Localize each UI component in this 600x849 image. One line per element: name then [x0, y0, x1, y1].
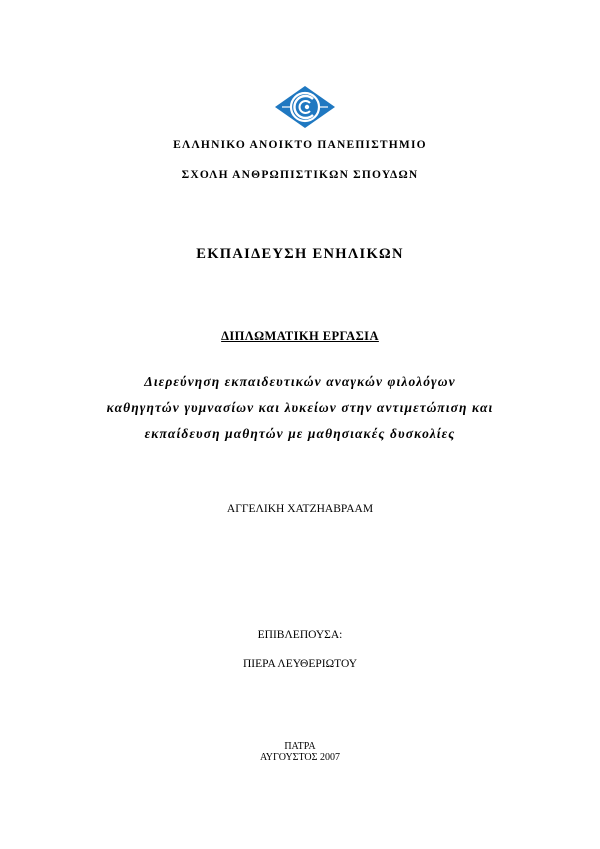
supervisor-name: ΠΙΕΡΑ ΛΕΥΘΕΡΙΩΤΟΥ: [242, 658, 358, 670]
school-name: ΣΧΟΛΗ ΑΝΘΡΩΠΙΣΤΙΚΩΝ ΣΠΟΥΔΩΝ: [181, 169, 419, 181]
publication-place: ΠΑΤΡΑ: [284, 741, 316, 752]
publication-date: ΑΥΓΟΥΣΤΟΣ 2007: [260, 752, 340, 763]
university-name: ΕΛΛΗΝΙΚΟ ΑΝΟΙΚΤΟ ΠΑΝΕΠΙΣΤΗΜΙΟ: [173, 139, 427, 151]
thesis-title-line: Διερεύνηση εκπαιδευτικών αναγκών φιλολόγων: [144, 374, 456, 389]
thesis-type-heading: ΔΙΠΛΩΜΑΤΙΚΗ ΕΡΓΑΣΙΑ: [221, 329, 379, 343]
supervisor-label: ΕΠΙΒΛΕΠΟΥΣΑ:: [257, 629, 343, 641]
university-emblem-icon: [274, 85, 336, 129]
author-name: ΑΓΓΕΛΙΚΗ ΧΑΤΖΗΑΒΡΑΑΜ: [226, 503, 374, 515]
program-title: ΕΚΠΑΙΔΕΥΣΗ ΕΝΗΛΙΚΩΝ: [196, 246, 404, 262]
thesis-title-line: εκπαίδευση μαθητών με μαθησιακές δυσκολίες: [144, 426, 456, 441]
thesis-title-line: καθηγητών γυμνασίων και λυκείων στην αντιμετώπιση και: [106, 400, 494, 415]
